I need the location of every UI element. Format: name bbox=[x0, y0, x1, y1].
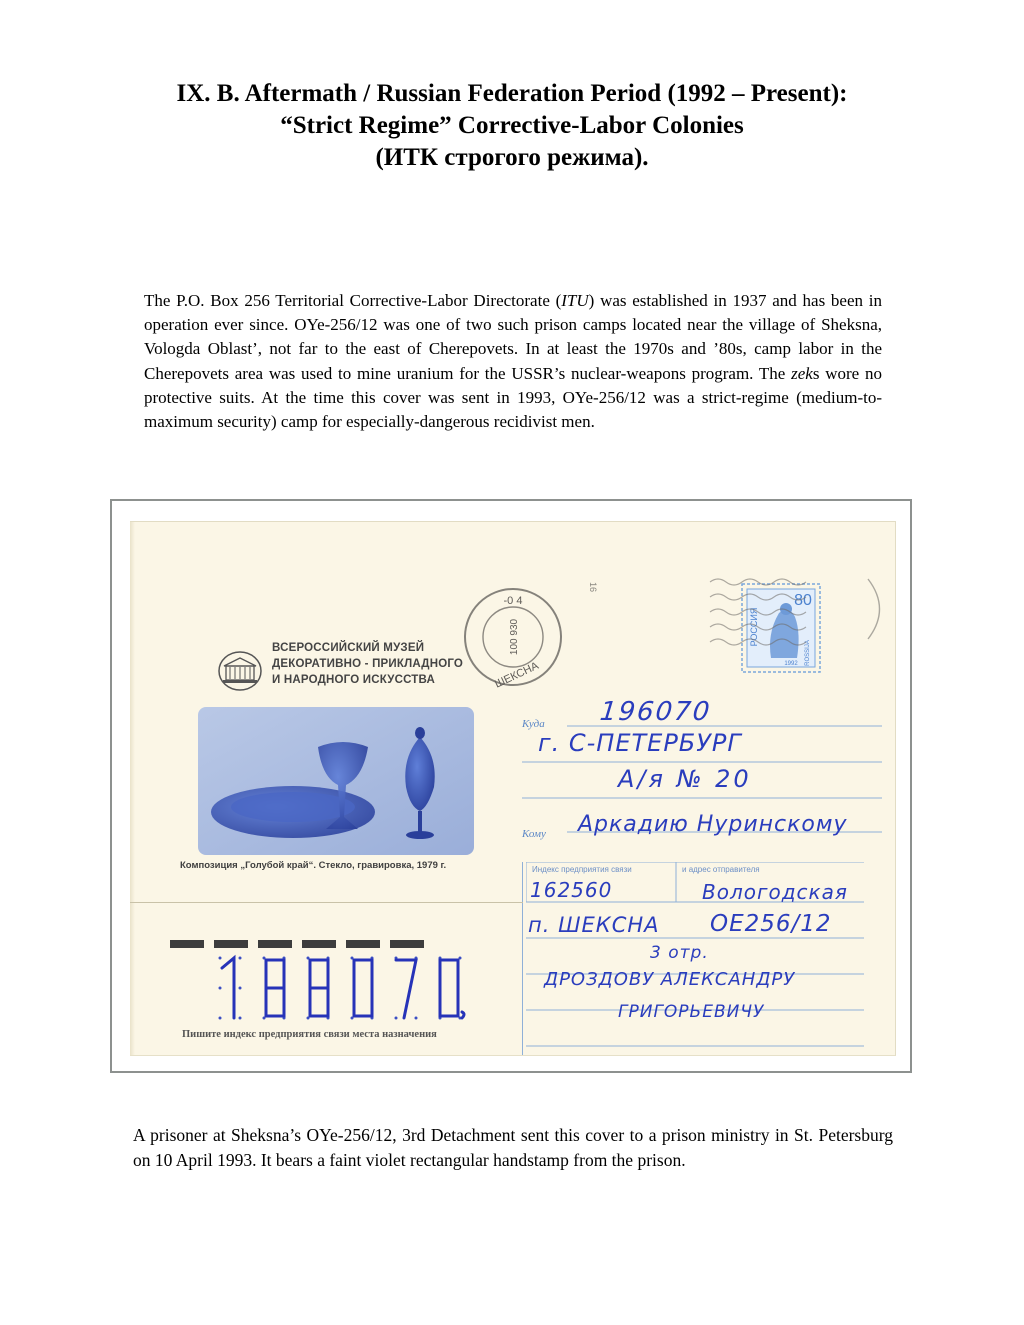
recipient-zip: 196070 bbox=[598, 697, 713, 727]
museum-name-line-1: ВСЕРОССИЙСКИЙ МУЗЕЙ bbox=[272, 642, 425, 654]
museum-building-icon bbox=[218, 650, 263, 692]
sender-index-header: Индекс предприятия связи bbox=[532, 865, 632, 874]
sender-name-line-2: ГРИГОРЬЕВИЧУ bbox=[618, 1002, 765, 1022]
cancel-date: 100 930 bbox=[509, 618, 520, 656]
stamp-country-latin: ROSSIJA bbox=[805, 640, 811, 666]
stamp-country: РОССИЯ bbox=[749, 607, 759, 647]
wavy-cancel-lines bbox=[580, 562, 880, 682]
to-where-label: Куда bbox=[522, 718, 545, 730]
cancel-code: 16 bbox=[588, 582, 598, 593]
picture-caption: Композиция „Голубой край“. Стекло, гравировка, 1979 г. bbox=[180, 860, 447, 871]
sender-detachment: 3 отр. bbox=[650, 943, 709, 963]
sender-place: п. ШЕКСНА bbox=[528, 913, 660, 937]
intro-text-1: The P.O. Box 256 Territorial Corrective-Labor Directorate ( bbox=[144, 291, 562, 310]
museum-name bbox=[272, 640, 463, 688]
sender-region: Вологодская bbox=[702, 880, 848, 904]
cancel-top-text: -0 4 bbox=[503, 595, 523, 607]
to-whom-label: Кому bbox=[522, 828, 546, 840]
partial-cancel-arc bbox=[863, 574, 893, 644]
sender-name-line-1: ДРОЗДОВУ АЛЕКСАНДРУ bbox=[544, 969, 796, 990]
cover-frame bbox=[110, 499, 912, 1073]
cover-edge-shadow bbox=[130, 522, 135, 1055]
museum-name-line-2: ДЕКОРАТИВНО - ПРИКЛАДНОГО bbox=[272, 658, 464, 670]
intro-paragraph bbox=[144, 289, 882, 434]
cover-caption: A prisoner at Sheksna’s OYe-256/12, 3rd Detachment sent this cover to a prison ministry in St. Petersburg on 10 April 1993. It bears a faint violet rectangular handstamp from the prison. bbox=[133, 1125, 893, 1170]
sender-camp: ОЕ256/12 bbox=[710, 911, 832, 937]
intro-itu: ITU bbox=[561, 291, 589, 310]
glassware-picture bbox=[198, 707, 474, 855]
postmark-cancel bbox=[458, 582, 568, 692]
sender-zip: 162560 bbox=[530, 878, 613, 902]
intro-text-2: ) was established in 1937 and has been in operation ever since. OYe-256/12 was one of two such prison camps located near the village of Sheksna, Vologda Oblast’, not far to the east of Cherepovets. In at least the 1970s and ’80s, camp labor in the Cherepovets area was used to mine uranium for the USSR’s nuclear-weapons program. The bbox=[144, 291, 882, 383]
stamp-year: 1992 bbox=[784, 661, 798, 667]
index-instruction: Пишите индекс предприятия связи места назначения bbox=[182, 1029, 437, 1040]
title-line-2: “Strict Regime” Corrective-Labor Colonies bbox=[280, 112, 744, 139]
recipient-box: А/я № 20 bbox=[618, 765, 752, 793]
stamp-value: 80 bbox=[794, 592, 812, 609]
title-line-1: IX. B. Aftermath / Russian Federation Period (1992 – Present): bbox=[176, 80, 848, 107]
index-digit-grid bbox=[210, 952, 470, 1032]
museum-name-line-3: И НАРОДНОГО ИСКУССТВА bbox=[272, 674, 435, 686]
intro-zek: zek bbox=[791, 363, 813, 383]
postal-cover bbox=[130, 521, 896, 1056]
recipient-name: Аркадию Нуринскому bbox=[578, 812, 848, 837]
recipient-city: г. С-ПЕТЕРБУРГ bbox=[538, 729, 742, 757]
intro-text-3: s wore no protective suits. At the time this cover was sent in 1993, OYe-256/12 was a strict-regime (medium-to-maximum security) camp for especially-dangerous recidivist men. bbox=[144, 363, 883, 432]
title-line-3: (ИТК строгого режима). bbox=[375, 144, 649, 171]
cover-section-divider bbox=[130, 902, 523, 903]
sender-divider bbox=[522, 862, 523, 1056]
sender-address-header: и адрес отправителя bbox=[682, 865, 760, 874]
page-title bbox=[0, 78, 1024, 174]
cancel-town: ШЕКСНА bbox=[492, 659, 541, 691]
